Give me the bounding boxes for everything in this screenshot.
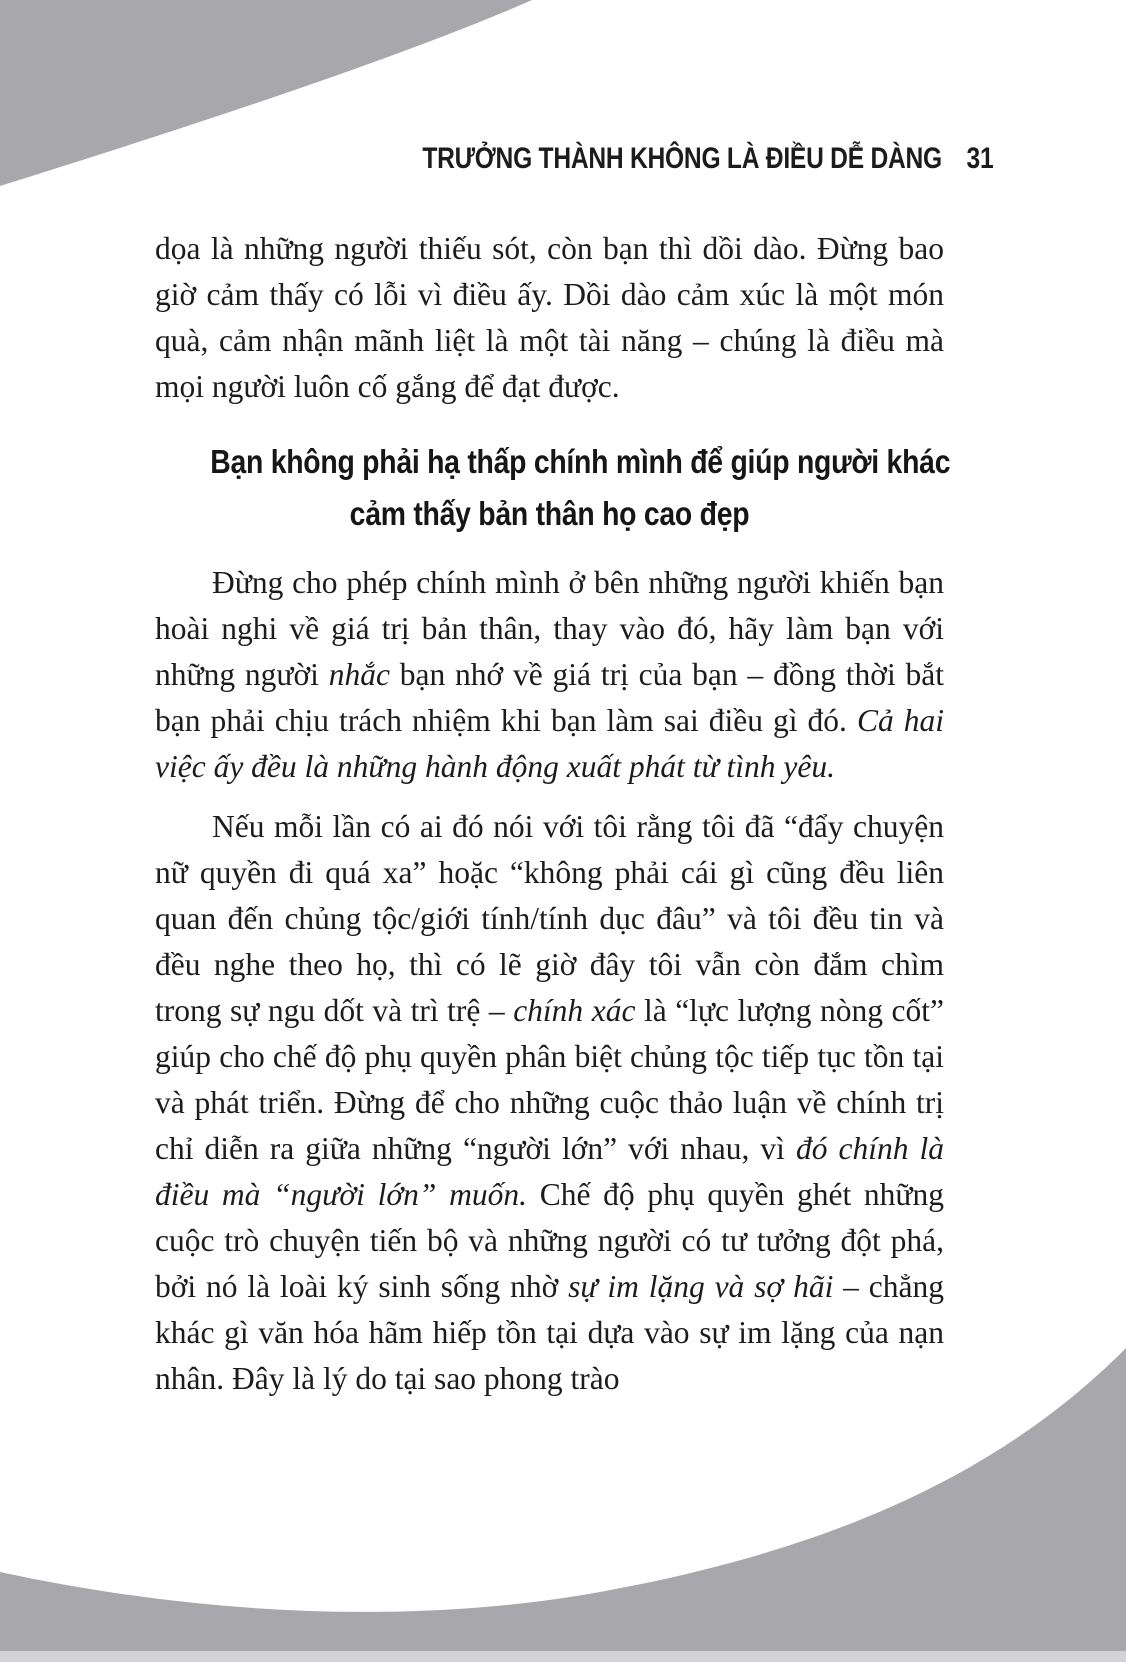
text-run-italic: Cả hai việc ấy đều là những hành động xuất phát từ tình yêu. [155, 703, 944, 784]
running-header [422, 142, 993, 176]
text-run: dọa là những người thiếu sót, còn bạn thì dồi dào. Đừng bao giờ cảm thấy có lỗi vì điều ấy. Dồi dào cảm xúc là một món quà, cảm nhận mãnh liệt là một tài năng – chúng là điều mà mọi người luôn cố gắng để đạt được. [155, 231, 944, 404]
page-content [155, 226, 951, 1416]
text-run: – chẳng khác gì văn hóa hãm hiếp tồn tại dựa vào sự im lặng của nạn nhân. Đây là lý do tại sao phong trào [155, 1269, 944, 1396]
bottom-edge-strip [0, 1651, 1126, 1662]
paragraph-continuation [155, 226, 944, 410]
text-run: là “lực lượng nòng cốt” giúp cho chế độ phụ quyền phân biệt chủng tộc tiếp tục tồn tại và phát triển. Đừng để cho những cuộc thảo luận về chính trị chỉ diễn ra giữa những “người lớn” với nhau, vì [155, 993, 944, 1166]
text-run-italic: đó chính là điều mà “người lớn” muốn. [155, 1131, 944, 1212]
text-run: bạn nhớ về giá trị của bạn – đồng thời bắt bạn phải chịu trách nhiệm khi bạn làm sai điều gì đó. [155, 657, 945, 738]
page-number: 31 [966, 142, 993, 175]
text-run-italic: nhắc [328, 657, 390, 692]
section-heading [155, 436, 951, 540]
section-heading-line-1: Bạn không phải hạ thấp chính mình để giúp người khác [210, 443, 951, 480]
text-run: Đừng cho phép chính mình ở bên những người khiến bạn hoài nghi về giá trị bản thân, thay vào đó, hãy làm bạn với những người [155, 565, 944, 692]
paragraph [155, 560, 944, 790]
paragraph [155, 804, 944, 1402]
text-run-italic: chính xác [513, 993, 636, 1028]
text-run: Chế độ phụ quyền ghét những cuộc trò chuyện tiến bộ và những người có tư tưởng đột phá, bởi nó là loài ký sinh sống nhờ [155, 1177, 945, 1304]
section-heading-line-2: cảm thấy bản thân họ cao đẹp [349, 495, 750, 532]
running-title: TRƯỞNG THÀNH KHÔNG LÀ ĐIỀU DỄ DÀNG [421, 142, 942, 175]
text-run-italic: sự im lặng và sợ hãi [568, 1269, 834, 1304]
text-run: Nếu mỗi lần có ai đó nói với tôi rằng tôi đã “đẩy chuyện nữ quyền đi quá xa” hoặc “không phải cái gì cũng đều liên quan đến chủng tộc/giới tính/tính dục đâu” và tôi đều tin và đều nghe theo họ, thì có lẽ giờ đây tôi vẫn còn đắm chìm trong sự ngu dốt và trì trệ – [155, 809, 944, 1028]
